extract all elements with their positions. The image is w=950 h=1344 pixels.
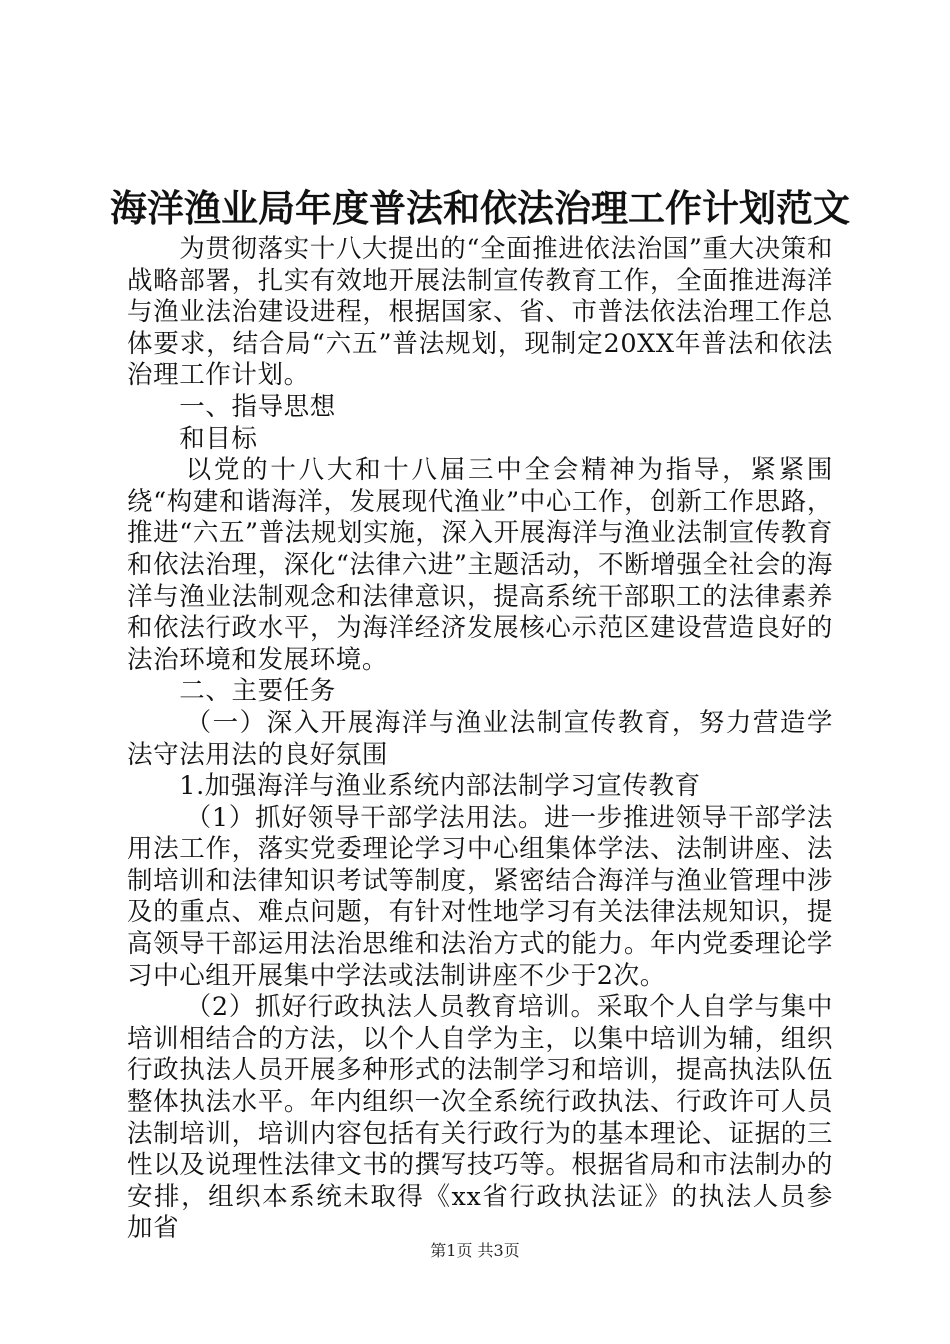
section-heading-guiding-thought: 一、指导思想 xyxy=(179,391,336,422)
guiding-thought-paragraph: 以党的十八大和十八届三中全会精神为指导，紧紧围绕“构建和谐海洋，发展现代渔业”中心工作，创新工作思路，推进“六五”普法规划实施，深入开展海洋与渔业法制宣传教育和依法治理，深化“法律六进”主题活动，不断增强全社会的海洋与渔业法制观念和法律意识，提高系统干部职工的法律素养和依法行政水平，为海洋经济发展核心示范区建设营造良好的法治环境和发展环境。 xyxy=(127,455,833,675)
section-heading-main-tasks: 二、主要任务 xyxy=(179,676,336,707)
task-paragraph-2: （2）抓好行政执法人员教育培训。采取个人自学与集中培训相结合的方法，以个人自学为主，以集中培训为辅，组织行政执法人员开展多种形式的法制学习和培训，提高执法队伍整体执法水平。年内组织一次全系统行政执法、行政许可人员法制培训，培训内容包括有关行政行为的基本理论、证据的三性以及说理性法律文书的撰写技巧等。根据省局和市法制办的安排，组织本系统未取得《xx省行政执法证》的执法人员参加省 xyxy=(127,992,833,1244)
section-heading-continuation: 和目标 xyxy=(179,423,258,454)
document-title: 海洋渔业局年度普法和依法治理工作计划范文 xyxy=(110,186,850,230)
intro-paragraph: 为贯彻落实十八大提出的“全面推进依法治国”重大决策和战略部署，扎实有效地开展法制宣传教育工作，全面推进海洋与渔业法治建设进程，根据国家、省、市普法依法治理工作总体要求，结合局“六五”普法规划，现制定20XX年普法和依法治理工作计划。 xyxy=(127,234,833,391)
subsection-heading-1: （一）深入开展海洋与渔业法制宣传教育，努力营造学法守法用法的良好氛围 xyxy=(127,707,833,770)
task-paragraph-1: （1）抓好领导干部学法用法。进一步推进领导干部学法用法工作，落实党委理论学习中心组集体学法、法制讲座、法制培训和法律知识考试等制度，紧密结合海洋与渔业管理中涉及的重点、难点问题，有针对性地学习有关法律法规知识，提高领导干部运用法治思维和法治方式的能力。年内党委理论学习中心组开展集中学法或法制讲座不少于2次。 xyxy=(127,802,833,991)
item-heading-1: 1.加强海洋与渔业系统内部法制学习宣传教育 xyxy=(179,771,701,802)
document-body xyxy=(127,234,833,1245)
page-footer: 第1页 共3页 xyxy=(430,1241,520,1260)
